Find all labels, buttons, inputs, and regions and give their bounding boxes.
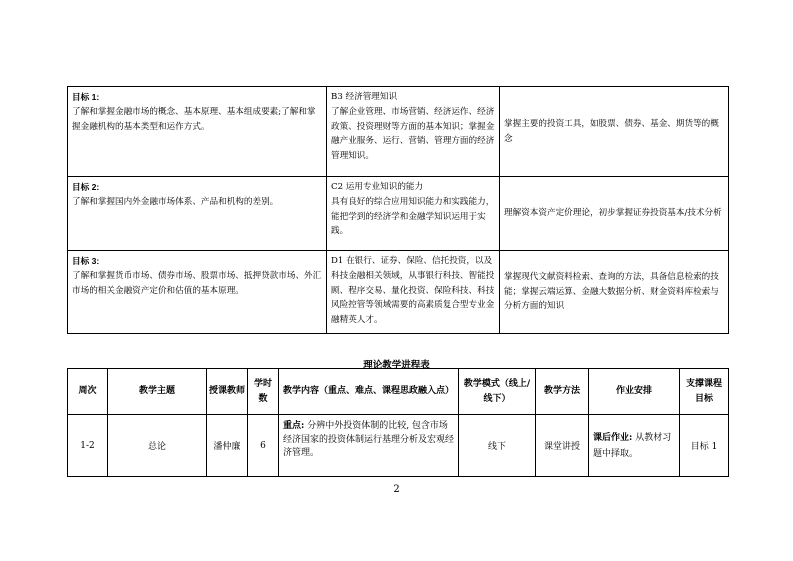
- goal-text: 了解和掌握货币市场、债券市场、股票市场、抵押贷款市场、外汇市场的相关金融资产定价和估值的基本原理。: [72, 270, 322, 296]
- header-method: 教学方法: [536, 369, 589, 415]
- ability-cell: [327, 251, 500, 334]
- cell-topic: 总论: [108, 415, 207, 477]
- content-key-label: 重点:: [283, 421, 305, 431]
- objective-row: [68, 251, 729, 334]
- teaching-schedule-table: [67, 368, 729, 477]
- page-number: 2: [393, 484, 400, 495]
- schedule-header-row: [68, 369, 729, 415]
- support-cell: 掌握现代文献资料检索、查询的方法，具备信息检索的技能；掌握云端运算、金融大数据分析、财金资料库检索与分析方面的知识: [500, 251, 729, 334]
- goal-label: 目标 1:: [72, 92, 100, 102]
- header-assignment: 作业安排: [589, 369, 680, 415]
- ability-title: C2 运用专业知识的能力: [331, 182, 424, 192]
- objective-row: [68, 177, 729, 251]
- header-topic: 教学主题: [108, 369, 207, 415]
- schedule-title: 理论教学进程表: [363, 360, 430, 371]
- cell-teacher: 潘仲廉: [207, 415, 248, 477]
- support-cell: 掌握主要的投资工具，如股票、债券、基金、期货等的概念: [500, 87, 729, 177]
- ability-title: B3 经济管理知识: [331, 92, 398, 102]
- goal-text: 了解和掌握金融市场的概念、基本原理、基本组成要素;了解和掌握金融机构的基本类型和运作方式。: [72, 106, 316, 132]
- header-teacher: 授课教师: [207, 369, 248, 415]
- ability-text: D1 在银行、证券、保险、信托投资，以及科技金融相关领域，从事银行科技、智能投顾、程序交易、量化投资、保险科技、科技风险控管等领域需要的高素质复合型专业金融精英人才。: [331, 256, 495, 326]
- header-week: 周次: [68, 369, 108, 415]
- content-text: 分辨中外投资体制的比较, 包含市场经济国家的投资体制运行基理分析及宏观经济管理。: [283, 421, 455, 458]
- ability-text: 了解企业管理、市场营销、经济运作、经济政策、投资理财等方面的基本知识；掌握金融产业服务、运行、营销、管理方面的经济管理知识。: [331, 106, 495, 162]
- assignment-text: 从教材习题中择取。: [593, 432, 672, 459]
- header-content: 教学内容（重点、难点、课程思政融入点）: [279, 369, 459, 415]
- cell-hours: 6: [248, 415, 279, 477]
- cell-assignment: [589, 415, 680, 477]
- goal-label: 目标 2:: [72, 182, 100, 192]
- course-objectives-table: [67, 86, 729, 334]
- cell-method: 课堂讲授: [536, 415, 589, 477]
- assignment-key-label: 课后作业:: [593, 432, 633, 443]
- header-hours: 学时数: [248, 369, 279, 415]
- cell-content: [279, 415, 459, 477]
- cell-mode: 线下: [459, 415, 536, 477]
- cell-support: 目标 1: [680, 415, 729, 477]
- goal-label: 目标 3:: [72, 256, 100, 266]
- ability-cell: [327, 177, 500, 251]
- table-row: [68, 415, 729, 477]
- goal-text: 了解和掌握国内外金融市场体系、产品和机构的差别。: [72, 196, 279, 207]
- ability-text: 具有良好的综合应用知识能力和实践能力，能把学到的经济学和金融学知识运用于实践。: [331, 196, 495, 237]
- objective-cell: [68, 87, 327, 177]
- ability-cell: [327, 87, 500, 177]
- objective-row: [68, 87, 729, 177]
- header-mode: 教学模式（线上/线下）: [459, 369, 536, 415]
- support-cell: 理解资本资产定价理论，初步掌握证券投资基本/技术分析: [500, 177, 729, 251]
- header-support: 支撑课程目标: [680, 369, 729, 415]
- objective-cell: [68, 177, 327, 251]
- cell-week: 1-2: [68, 415, 108, 477]
- objective-cell: [68, 251, 327, 334]
